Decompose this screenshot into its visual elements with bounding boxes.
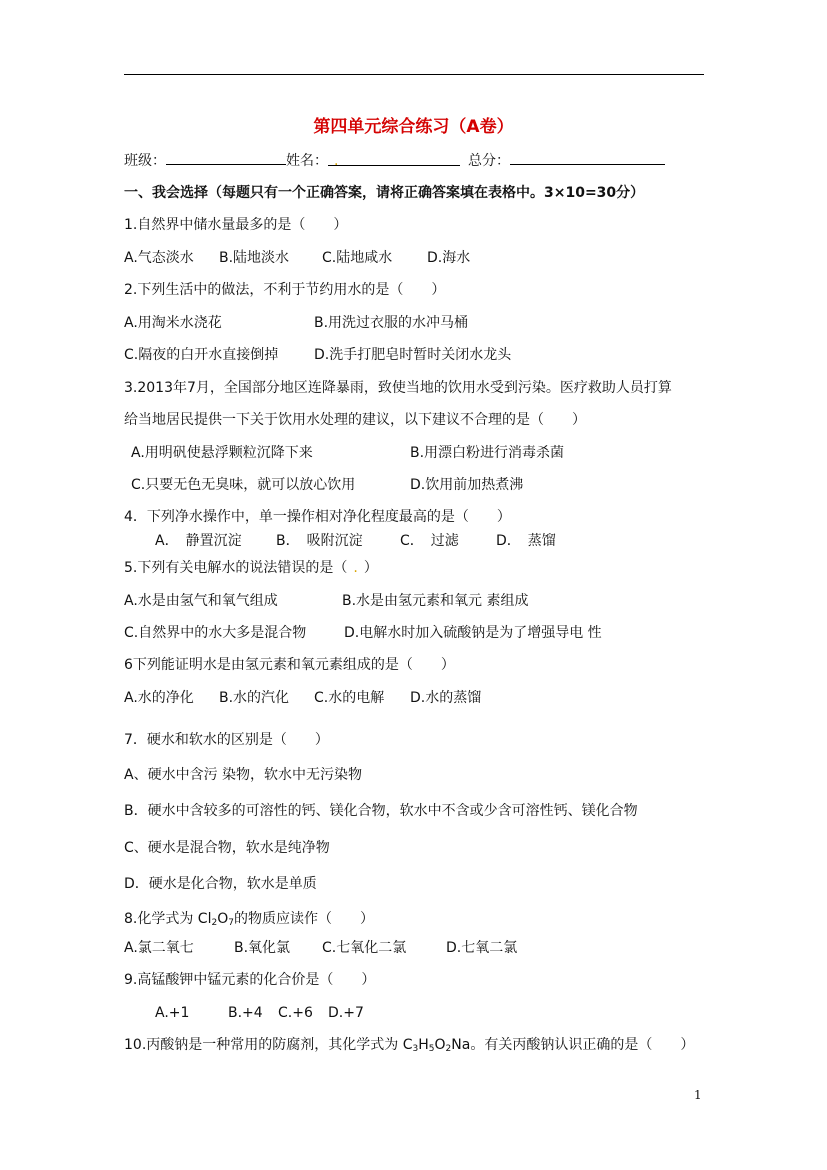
- q7-option-b: B．硬水中含较多的可溶性的钙、镁化合物，软水中不含或少含可溶性钙、镁化合物: [124, 803, 638, 819]
- name-label: 姓名：: [286, 153, 328, 169]
- q7-option-a: A、硬水中含污 染物，软水中无污染物: [124, 767, 363, 783]
- question-9: 9.高锰酸钾中锰元素的化合价是（ ）: [124, 972, 376, 988]
- q1-option-d: D.海水: [427, 250, 471, 266]
- question-7: 7．硬水和软水的区别是（ ）: [124, 732, 329, 748]
- q8-option-c: C.七氧化二氯: [322, 940, 407, 956]
- question-2: 2.下列生活中的做法，不利于节约用水的是（ ）: [124, 282, 446, 298]
- q2-option-d: D.洗手打肥皂时暂时关闭水龙头: [314, 347, 512, 363]
- q2-option-a: A.用淘米水浇花: [124, 315, 222, 331]
- q5-dot: .: [353, 560, 358, 576]
- q8-option-b: B.氧化氯: [234, 940, 291, 956]
- class-blank[interactable]: [166, 150, 286, 165]
- q8-subscript-2: 7: [228, 918, 234, 928]
- question-8: [124, 909, 374, 933]
- question-6: 6下列能证明水是由氢元素和氧元素组成的是（ ）: [124, 657, 455, 673]
- question-3-line-2: 给当地居民提供一下关于饮用水处理的建议，以下建议不合理的是（ ）: [124, 412, 586, 428]
- q9-option-d: D.+7: [328, 1005, 364, 1021]
- question-1: 1.自然界中储水量最多的是（ ）: [124, 217, 348, 233]
- q4-option-a: A． 静置沉淀: [155, 533, 242, 549]
- q6-option-b: B.水的汽化: [219, 690, 290, 706]
- q10-subscript-1: 3: [412, 1044, 419, 1054]
- question-3-line-1: 3.2013年7月，全国部分地区连降暴雨，致使当地的饮用水受到污染。医疗救助人员打算: [124, 380, 672, 396]
- q5-stem: 5.下列有关电解水的说法错误的是（: [124, 560, 348, 576]
- q5-stem-end: ）: [363, 560, 378, 576]
- q10-stem-pre: 10.丙酸钠是一种常用的防腐剂，其化学式为 C: [124, 1037, 413, 1053]
- name-blank[interactable]: [328, 151, 460, 169]
- class-label: 班级：: [124, 153, 166, 169]
- q9-option-b: B.+4: [228, 1005, 263, 1021]
- q4-option-b: B． 吸附沉淀: [276, 533, 363, 549]
- q6-option-c: C.水的电解: [314, 690, 385, 706]
- q3-option-b: B.用漂白粉进行消毒杀菌: [410, 445, 565, 461]
- q8-option-a: A.氯二氧七: [124, 940, 194, 956]
- score-label: 总分：: [468, 153, 510, 169]
- q6-option-a: A.水的净化: [124, 690, 194, 706]
- header-rule: [124, 74, 704, 75]
- q10-oxygen: O: [434, 1037, 446, 1053]
- q8-option-d: D.七氧二氯: [446, 940, 518, 956]
- q5-option-b: B.水是由氢元素和氧元 素组成: [342, 593, 529, 609]
- q4-option-d: D． 蒸馏: [496, 533, 556, 549]
- q1-option-a: A.气态淡水: [124, 250, 194, 266]
- q5-option-a: A.水是由氢气和氧气组成: [124, 593, 278, 609]
- q2-option-b: B.用洗过衣服的水冲马桶: [314, 315, 469, 331]
- q9-option-a: A.+1: [155, 1005, 190, 1021]
- q2-option-c: C.隔夜的白开水直接倒掉: [124, 347, 279, 363]
- student-info-row: [124, 150, 665, 171]
- q7-option-d: D．硬水是化合物，软水是单质: [124, 876, 317, 892]
- q4-option-c: C． 过滤: [400, 533, 459, 549]
- score-blank[interactable]: [510, 150, 665, 165]
- q10-hydrogen: H: [418, 1037, 429, 1053]
- q8-oxygen: O: [217, 911, 229, 927]
- q5-option-d: D.电解水时加入硫酸钠是为了增强导电 性: [344, 625, 602, 641]
- q8-subscript-1: 2: [211, 918, 218, 928]
- q1-option-c: C.陆地咸水: [322, 250, 393, 266]
- q5-option-c: C.自然界中的水大多是混合物: [124, 625, 307, 641]
- q10-stem-post: Na。有关丙酸钠认识正确的是（ ）: [451, 1037, 695, 1053]
- q3-option-d: D.饮用前加热煮沸: [410, 477, 524, 493]
- page-title: 第四单元综合练习（A卷）: [313, 117, 514, 137]
- question-10: [124, 1035, 694, 1059]
- q1-option-b: B.陆地淡水: [219, 250, 290, 266]
- q9-option-c: C.+6: [278, 1005, 313, 1021]
- q10-subscript-2: 5: [428, 1044, 435, 1054]
- page-number: 1: [694, 1088, 702, 1102]
- stray-dot: .: [334, 153, 339, 169]
- q3-option-c: C.只要无色无臭味，就可以放心饮用: [131, 477, 356, 493]
- q8-stem-pre: 8.化学式为 Cl: [124, 911, 212, 927]
- question-5: [124, 558, 378, 578]
- question-4: 4．下列净水操作中，单一操作相对净化程度最高的是（ ）: [124, 509, 511, 525]
- q8-stem-post: 的物质应读作（ ）: [233, 911, 374, 927]
- q6-option-d: D.水的蒸馏: [410, 690, 482, 706]
- q3-option-a: A.用明矾使悬浮颗粒沉降下来: [131, 445, 313, 461]
- q7-option-c: C、硬水是混合物，软水是纯净物: [124, 840, 330, 856]
- section-heading: 一、我会选择（每题只有一个正确答案，请将正确答案填在表格中。3×10=30分）: [124, 185, 645, 201]
- q10-subscript-3: 2: [445, 1044, 452, 1054]
